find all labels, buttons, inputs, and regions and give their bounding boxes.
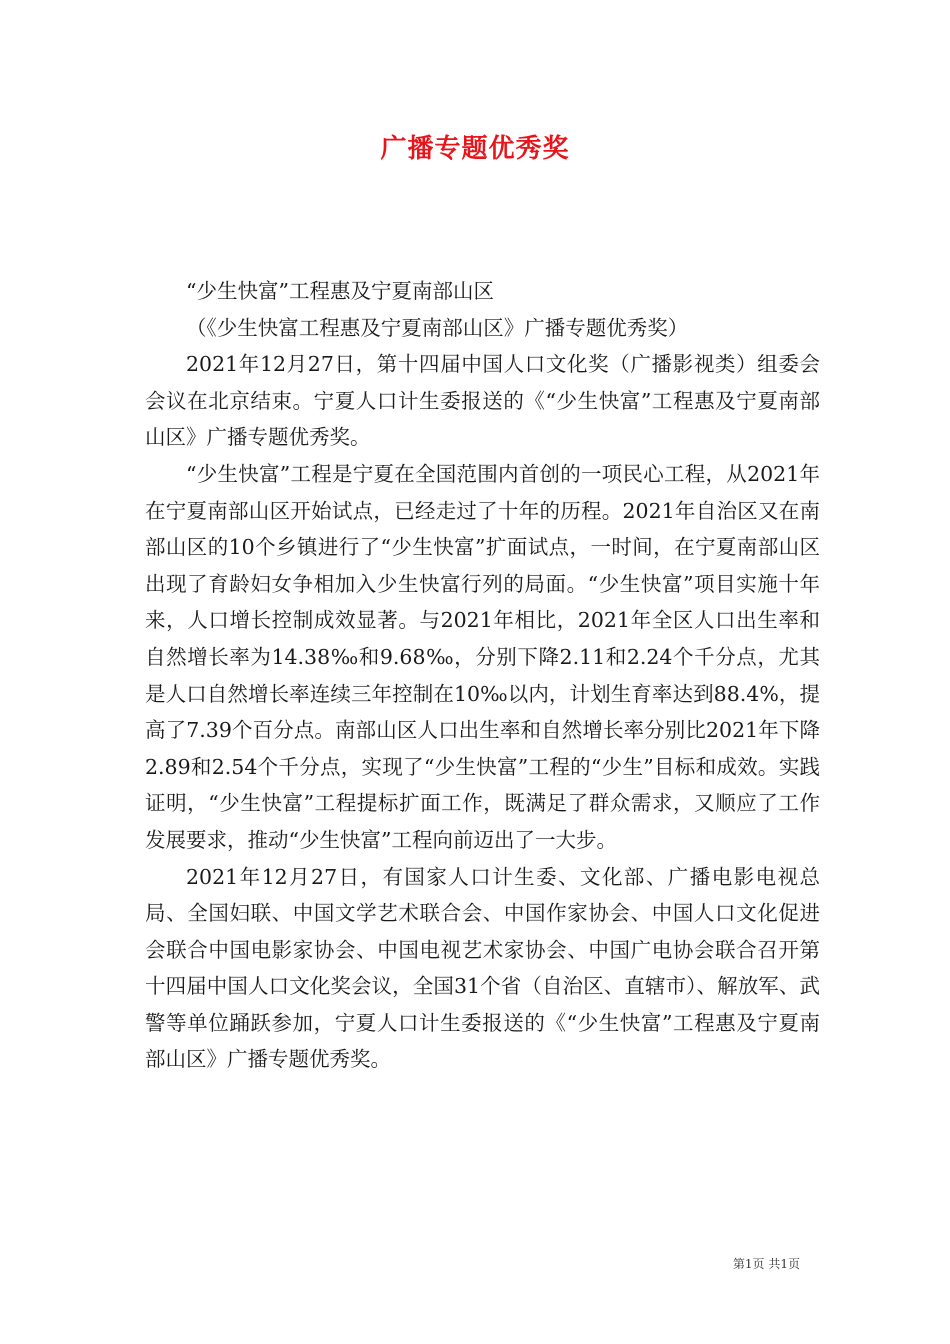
page-number-footer: 第1页 共1页 (732, 1257, 800, 1271)
article-heading: “少生快富”工程惠及宁夏南部山区 (186, 279, 494, 303)
body-paragraph: 2021年12月27日，有国家人口计生委、文化部、广播电影电视总局、全国妇联、中国文学艺术联合会、中国作家协会、中国人口文化促进会联合中国电影家协会、中国电视艺术家协会、中国广电协会联合召开第十四届中国人口文化奖会议，全国31个省（自治区、直辖市）、解放军、武警等单位踊跃参加，宁夏人口计生委报送的《“少生快富”工程惠及宁夏南部山区》广播专题优秀奖。 (145, 864, 820, 1072)
article-subheading: （《少生快富工程惠及宁夏南部山区》广播专题优秀奖） (186, 315, 689, 340)
body-paragraph: “少生快富”工程是宁夏在全国范围内首创的一项民心工程，从2021年在宁夏南部山区开始试点，已经走过了十年的历程。2021年自治区又在南部山区的10个乡镇进行了“少生快富”扩面试点，一时间，在宁夏南部山区出现了育龄妇女争相加入少生快富行列的局面。“少生快富”项目实施十年来，人口增长控制成效显著。与2021年相比，2021年全区人口出生率和自然增长率为14.38‰和9.68‰，分别下降2.11和2.24个千分点，尤其是人口自然增长率连续三年控制在10‰以内，计划生育率达到88.4%，提高了7.39个百分点。南部山区人口出生率和自然增长率分别比2021年下降2.89和2.54个千分点，实现了“少生快富”工程的“少生”目标和成效。实践证明，“少生快富”工程提标扩面工作，既满足了群众需求，又顺应了工作发展要求，推动“少生快富”工程向前迈出了一大步。 (145, 461, 820, 852)
document-title: 广播专题优秀奖 (380, 134, 570, 164)
body-paragraph: 2021年12月27日，第十四届中国人口文化奖（广播影视类）组委会会议在北京结束。宁夏人口计生委报送的《“少生快富”工程惠及宁夏南部山区》广播专题优秀奖。 (145, 352, 820, 450)
document-body (145, 273, 820, 1078)
